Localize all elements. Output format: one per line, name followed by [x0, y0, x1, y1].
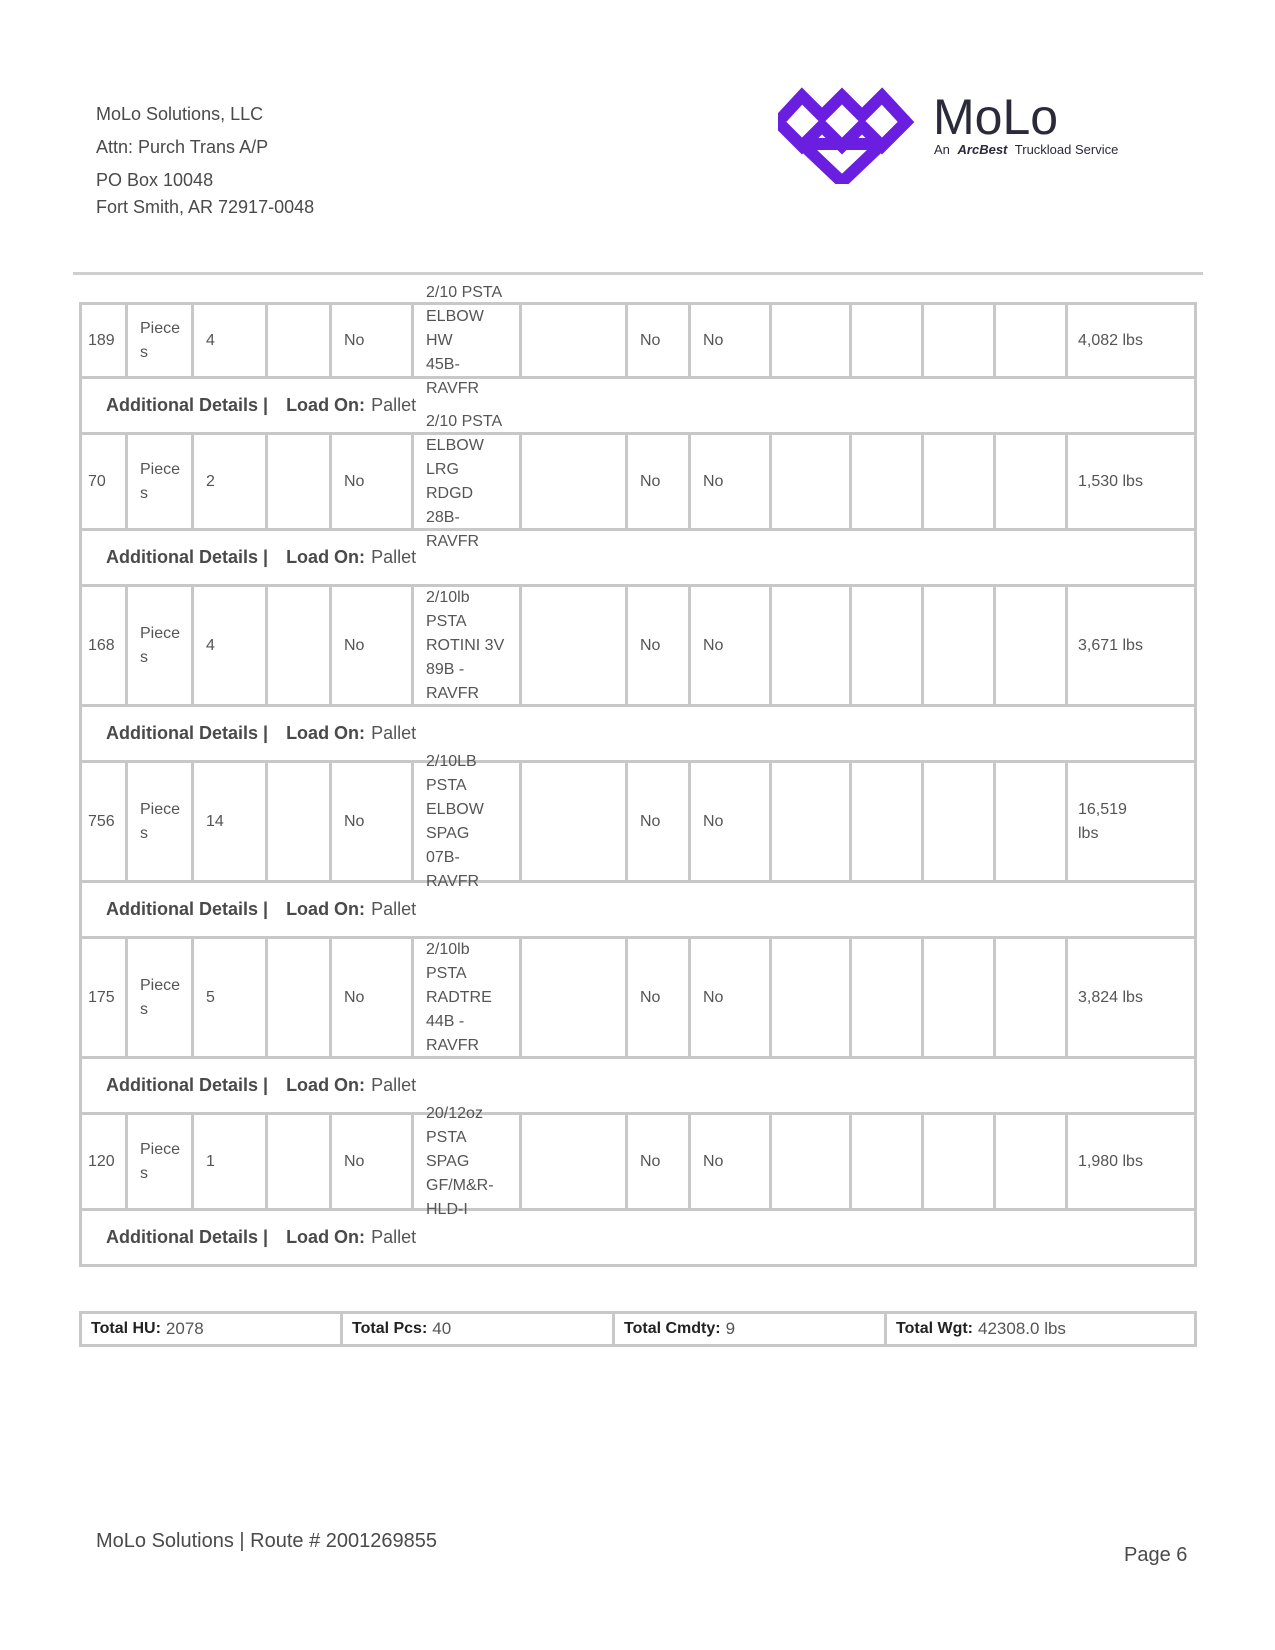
cell-blank [996, 763, 1068, 880]
cell-blank [522, 763, 628, 880]
cell-blank [268, 435, 332, 528]
cell-blank [996, 1115, 1068, 1208]
cell-blank [772, 305, 852, 376]
additional-details-row [79, 531, 1197, 587]
cell-pieces [194, 435, 268, 528]
cell-blank [852, 587, 924, 704]
total-wgt-value: 42308.0 lbs [978, 1319, 1066, 1338]
cell-text-flag-1: No [640, 812, 661, 830]
cell-text-flag-2: No [703, 812, 724, 830]
total-cmdty-value: 9 [725, 1319, 736, 1338]
cell-text-description: 2/10lb PSTA ROTINI 3V 89B - RAVFR [426, 588, 505, 702]
load-on-label: Load On: [286, 1075, 366, 1095]
additional-details-row [79, 883, 1197, 939]
cell-description [414, 283, 522, 397]
cell-blank [772, 587, 852, 704]
cell-blank [772, 435, 852, 528]
cell-text-pieces: 14 [206, 812, 224, 830]
table-row [79, 584, 1197, 707]
address-attn: Attn: Purch Trans A/P [96, 137, 269, 157]
cell-description [414, 1104, 522, 1218]
cell-flag-1 [628, 763, 691, 880]
cell-text-handling-units: 756 [88, 812, 115, 830]
cell-weight [1068, 587, 1194, 704]
cell-unit-type [128, 939, 194, 1056]
load-on-value: Pallet [371, 899, 417, 919]
cell-blank [268, 305, 332, 376]
table-row [79, 936, 1197, 1059]
cell-hazmat [332, 587, 414, 704]
cell-text-pieces: 4 [206, 636, 215, 654]
cell-blank [852, 1115, 924, 1208]
cell-text-flag-1: No [640, 331, 661, 349]
table-row [79, 283, 1197, 397]
additional-details-row [79, 1059, 1197, 1115]
total-cmdty-label: Total Cmdty: [624, 1320, 721, 1337]
address-company: MoLo Solutions, LLC [96, 104, 264, 124]
cell-blank [996, 587, 1068, 704]
total-pcs-value: 40 [432, 1319, 452, 1338]
cell-weight [1068, 939, 1194, 1056]
total-cmdty [615, 1314, 887, 1344]
cell-blank [996, 435, 1068, 528]
cell-text-flag-2: No [703, 472, 724, 490]
additional-details-row [79, 1211, 1197, 1267]
cell-text-flag-1: No [640, 472, 661, 490]
logo-tagline-brand: ArcBest [957, 142, 1008, 157]
cell-handling-units [82, 1115, 128, 1208]
cell-text-unit-type: Piece s [140, 1140, 181, 1182]
cell-text-pieces: 2 [206, 472, 215, 490]
cell-text-description: 2/10 PSTA ELBOW LRG RDGD 28B- RAVFR [426, 412, 503, 550]
cell-blank [268, 939, 332, 1056]
additional-details-label: Additional Details | [106, 1075, 269, 1095]
cell-text-hazmat: No [344, 331, 365, 349]
cell-text-flag-2: No [703, 636, 724, 654]
cell-text-description: 20/12oz PSTA SPAG GF/M&R- HLD-I [426, 1104, 494, 1218]
cell-blank [522, 939, 628, 1056]
cell-text-flag-1: No [640, 988, 661, 1006]
cell-description [414, 412, 522, 550]
load-on-label: Load On: [286, 395, 366, 415]
cell-handling-units [82, 435, 128, 528]
cell-flag-2 [691, 1115, 772, 1208]
load-on-label: Load On: [286, 1227, 366, 1247]
cell-text-handling-units: 120 [88, 1152, 115, 1170]
cell-text-weight: 16,519 lbs [1078, 800, 1127, 842]
cell-text-description: 2/10lb PSTA RADTRE 44B - RAVFR [426, 940, 492, 1054]
page-number: Page 6 [1124, 1544, 1188, 1566]
cell-flag-2 [691, 763, 772, 880]
cell-text-flag-1: No [640, 1152, 661, 1170]
cell-blank [924, 587, 996, 704]
cell-description [414, 752, 522, 890]
cell-text-flag-2: No [703, 988, 724, 1006]
cell-handling-units [82, 587, 128, 704]
cell-handling-units [82, 939, 128, 1056]
load-on-label: Load On: [286, 723, 366, 743]
cell-blank [522, 1115, 628, 1208]
cell-blank [268, 763, 332, 880]
cell-pieces [194, 763, 268, 880]
cell-unit-type [128, 587, 194, 704]
cell-text-pieces: 4 [206, 331, 215, 349]
cell-unit-type [128, 435, 194, 528]
molo-logo-mark-icon [778, 84, 1158, 184]
cell-blank [996, 305, 1068, 376]
cell-text-weight: 4,082 lbs [1078, 331, 1143, 349]
additional-details-label: Additional Details | [106, 395, 269, 415]
cell-text-handling-units: 175 [88, 988, 115, 1006]
cell-flag-1 [628, 435, 691, 528]
cell-blank [522, 305, 628, 376]
total-wgt [887, 1314, 1194, 1344]
cell-text-unit-type: Piece s [140, 976, 181, 1018]
cell-description [414, 939, 522, 1056]
cell-text-description: 2/10LB PSTA ELBOW SPAG 07B- RAVFR [426, 752, 484, 890]
cell-text-hazmat: No [344, 636, 365, 654]
additional-details-label: Additional Details | [106, 723, 269, 743]
cell-blank [924, 763, 996, 880]
load-on-value: Pallet [371, 547, 417, 567]
cell-blank [924, 435, 996, 528]
load-on-label: Load On: [286, 899, 366, 919]
header-divider [73, 272, 1203, 275]
cell-flag-2 [691, 939, 772, 1056]
cell-text-hazmat: No [344, 812, 365, 830]
cell-blank [852, 763, 924, 880]
footer-route: MoLo Solutions | Route # 2001269855 [96, 1530, 438, 1552]
cell-pieces [194, 587, 268, 704]
load-on-value: Pallet [371, 1227, 417, 1247]
additional-details-row [79, 707, 1197, 763]
logo-tagline-prefix: An [934, 142, 950, 157]
cell-text-hazmat: No [344, 988, 365, 1006]
cell-pieces [194, 939, 268, 1056]
cell-blank [924, 305, 996, 376]
table-row [79, 412, 1197, 550]
cell-text-weight: 3,671 lbs [1078, 636, 1143, 654]
cell-text-hazmat: No [344, 1152, 365, 1170]
cell-text-pieces: 5 [206, 988, 215, 1006]
additional-details-row [79, 379, 1197, 435]
cell-blank [772, 1115, 852, 1208]
table-row [79, 1104, 1197, 1218]
cell-text-unit-type: Piece s [140, 319, 181, 361]
cell-hazmat [332, 939, 414, 1056]
cell-weight [1068, 305, 1194, 376]
cell-flag-2 [691, 305, 772, 376]
cell-flag-2 [691, 587, 772, 704]
load-on-value: Pallet [371, 723, 417, 743]
cell-text-weight: 1,980 lbs [1078, 1152, 1143, 1170]
cell-text-unit-type: Piece s [140, 460, 181, 502]
total-pcs [343, 1314, 615, 1344]
cell-flag-1 [628, 587, 691, 704]
cell-text-pieces: 1 [206, 1152, 215, 1170]
cell-hazmat [332, 763, 414, 880]
cell-blank [772, 763, 852, 880]
cell-text-unit-type: Piece s [140, 624, 181, 666]
load-on-value: Pallet [371, 395, 417, 415]
cell-blank [996, 939, 1068, 1056]
cell-text-flag-2: No [703, 1152, 724, 1170]
total-hu [82, 1314, 343, 1344]
total-hu-value: 2078 [165, 1319, 204, 1338]
cell-blank [522, 435, 628, 528]
address-po-box: PO Box 10048 [96, 170, 214, 190]
cell-text-weight: 1,530 lbs [1078, 472, 1143, 490]
cell-text-handling-units: 70 [88, 472, 106, 490]
cell-blank [852, 305, 924, 376]
additional-details-label: Additional Details | [106, 899, 269, 919]
cell-unit-type [128, 305, 194, 376]
cell-flag-1 [628, 939, 691, 1056]
logo-brand-text: MoLo [933, 89, 1059, 145]
cell-text-hazmat: No [344, 472, 365, 490]
cell-text-handling-units: 168 [88, 636, 115, 654]
cell-text-flag-2: No [703, 331, 724, 349]
totals-row [79, 1311, 1197, 1347]
cell-handling-units [82, 763, 128, 880]
cell-text-weight: 3,824 lbs [1078, 988, 1143, 1006]
cell-blank [924, 939, 996, 1056]
cell-text-handling-units: 189 [88, 331, 115, 349]
cell-text-unit-type: Piece s [140, 800, 181, 842]
cell-text-description: 2/10 PSTA ELBOW HW 45B-RAVFR [426, 283, 503, 397]
cell-blank [522, 587, 628, 704]
cell-hazmat [332, 1115, 414, 1208]
cell-weight [1068, 763, 1194, 880]
cell-hazmat [332, 305, 414, 376]
additional-details-label: Additional Details | [106, 1227, 269, 1247]
cell-weight [1068, 435, 1194, 528]
cell-blank [852, 435, 924, 528]
load-on-label: Load On: [286, 547, 366, 567]
cell-unit-type [128, 763, 194, 880]
cell-blank [268, 587, 332, 704]
total-hu-label: Total HU: [91, 1320, 161, 1337]
freight-table [79, 283, 1197, 1267]
cell-pieces [194, 1115, 268, 1208]
cell-blank [772, 939, 852, 1056]
cell-weight [1068, 1115, 1194, 1208]
logo-tagline-suffix: Truckload Service [1014, 142, 1119, 157]
address-city: Fort Smith, AR 72917-0048 [96, 197, 315, 217]
cell-text-flag-1: No [640, 636, 661, 654]
svg-text:An ArcBest Trucklo [934, 142, 1118, 157]
total-pcs-label: Total Pcs: [352, 1320, 428, 1337]
additional-details-label: Additional Details | [106, 547, 269, 567]
cell-blank [852, 939, 924, 1056]
cell-flag-1 [628, 305, 691, 376]
cell-pieces [194, 305, 268, 376]
table-row [79, 752, 1197, 890]
cell-flag-1 [628, 1115, 691, 1208]
load-on-value: Pallet [371, 1075, 417, 1095]
cell-blank [924, 1115, 996, 1208]
cell-flag-2 [691, 435, 772, 528]
molo-logo [778, 84, 1158, 184]
cell-description [414, 587, 522, 704]
cell-hazmat [332, 435, 414, 528]
cell-unit-type [128, 1115, 194, 1208]
cell-handling-units [82, 305, 128, 376]
cell-blank [268, 1115, 332, 1208]
total-wgt-label: Total Wgt: [896, 1320, 974, 1337]
